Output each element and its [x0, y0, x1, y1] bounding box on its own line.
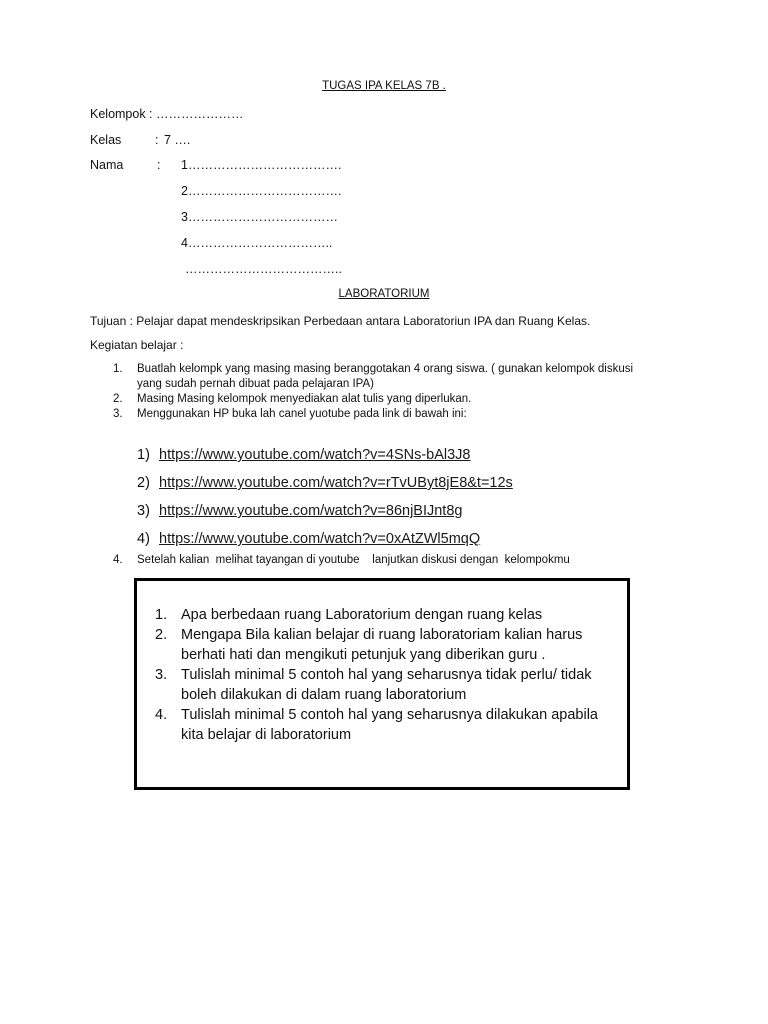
kelas-value: 7 …. — [164, 133, 191, 147]
step-number: 3. — [113, 408, 123, 420]
step-item — [113, 392, 653, 407]
kegiatan-label: Kegiatan belajar : — [90, 338, 184, 352]
question-item — [155, 625, 610, 665]
nama-line-5: ……………………………….. — [185, 262, 342, 276]
step-item — [113, 362, 653, 392]
youtube-link[interactable]: https://www.youtube.com/watch?v=4SNs-bAl3J8 — [159, 447, 471, 463]
youtube-link[interactable]: https://www.youtube.com/watch?v=0xAtZWl5mqQ — [159, 531, 481, 547]
question-number: 2. — [155, 627, 168, 643]
tujuan-text: Tujuan : Pelajar dapat mendeskripsikan Perbedaan antara Laboratoriun IPA dan Ruang Kelas. — [90, 314, 591, 328]
nama-line-3: 3……………………………… — [181, 210, 338, 224]
link-item — [137, 469, 513, 497]
kelompok-label: Kelompok : — [90, 107, 153, 121]
section-title: LABORATORIUM — [338, 288, 430, 300]
question-item — [155, 605, 610, 625]
question-number: 3. — [155, 667, 168, 683]
question-item — [155, 705, 610, 745]
nama-colon: : — [157, 158, 161, 172]
link-number: 4) — [137, 531, 150, 547]
youtube-link[interactable]: https://www.youtube.com/watch?v=rTvUByt8jE8&t=12s — [159, 475, 513, 491]
question-number: 4. — [155, 707, 168, 723]
link-number: 3) — [137, 503, 150, 519]
step-item — [113, 407, 653, 422]
question-text: Mengapa Bila kalian belajar di ruang laboratoriam kalian harus berhati hati dan mengikuti petunjuk yang diberikan guru . — [181, 627, 583, 663]
step-text: Buatlah kelompk yang masing masing beranggotakan 4 orang siswa. ( gunakan kelompok diskusi yang sudah pernah dibuat pada pelajaran IPA) — [137, 363, 634, 390]
nama-line-1: 1………………………………. — [181, 158, 342, 172]
link-number: 1) — [137, 447, 150, 463]
question-text: Tulislah minimal 5 contoh hal yang seharusnya tidak perlu/ tidak boleh dilakukan di dalam ruang laboratorium — [181, 667, 592, 703]
question-text: Tulislah minimal 5 contoh hal yang seharusnya dilakukan apabila kita belajar di laboratorium — [181, 707, 598, 743]
question-text: Apa berbedaan ruang Laboratorium dengan ruang kelas — [181, 607, 543, 623]
kelas-colon: : — [155, 133, 159, 147]
step-text: Menggunakan HP buka lah canel yuotube pada link di bawah ini: — [137, 408, 467, 420]
kelas-label: Kelas — [90, 133, 122, 147]
link-item — [137, 525, 513, 553]
step-number: 4. — [113, 554, 123, 566]
link-number: 2) — [137, 475, 150, 491]
page-title: TUGAS IPA KELAS 7B . — [322, 80, 446, 92]
step-number: 2. — [113, 393, 123, 405]
question-number: 1. — [155, 607, 168, 623]
questions-list — [155, 605, 610, 745]
step-4 — [113, 554, 570, 566]
youtube-link[interactable]: https://www.youtube.com/watch?v=86njBIJnt8g — [159, 503, 463, 519]
questions-box — [134, 578, 630, 790]
nama-label: Nama — [90, 158, 124, 172]
step-text: Setelah kalian melihat tayangan di youtube lanjutkan diskusi dengan kelompokmu — [137, 554, 570, 566]
kelompok-row — [90, 107, 244, 121]
steps-list — [113, 362, 653, 422]
question-item — [155, 665, 610, 705]
link-item — [137, 497, 513, 525]
link-list — [137, 441, 513, 553]
step-text: Masing Masing kelompok menyediakan alat tulis yang diperlukan. — [137, 393, 472, 405]
nama-line-4: 4…………………………….. — [181, 236, 333, 250]
link-item — [137, 441, 513, 469]
kelompok-value: ………………… — [156, 107, 244, 121]
step-number: 1. — [113, 363, 123, 375]
nama-line-2: 2………………………………. — [181, 184, 342, 198]
